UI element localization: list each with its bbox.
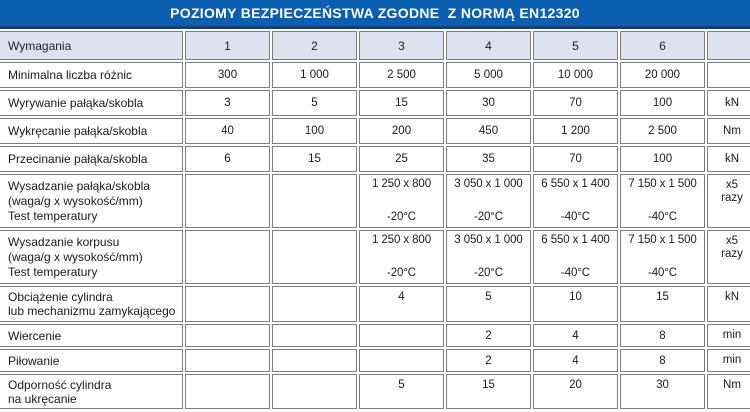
row-label: Odporność cylindra [8, 378, 112, 392]
value: 8 [659, 329, 666, 342]
value: 30 [482, 97, 495, 109]
value: 15 [656, 291, 669, 303]
row-label-cell [0, 62, 183, 88]
value-cell [272, 174, 357, 228]
unit: x5 [725, 179, 739, 191]
value-cell [533, 349, 618, 372]
value-cell [272, 62, 357, 88]
value: 4 [398, 291, 405, 303]
row-label: Minimalna liczba różnic [8, 68, 133, 82]
value-cell [620, 62, 705, 88]
table-row-wysadzanie-korpusu [0, 230, 750, 284]
value-cell [446, 374, 531, 409]
value-cell [272, 146, 357, 172]
value-cell [185, 90, 270, 116]
value-cell [359, 62, 444, 88]
row-label: Wiercenie [8, 328, 62, 343]
column-header-level-1: 1 [185, 31, 270, 60]
table-row-pilowanie [0, 349, 750, 372]
value-cell [533, 324, 618, 347]
value: 100 [652, 153, 673, 165]
value: 15 [308, 153, 321, 165]
table-row-przecinanie [0, 146, 750, 172]
unit-cell [707, 90, 750, 116]
value-cell [533, 146, 618, 172]
table-row-wyrywanie [0, 90, 750, 116]
value: 10 [569, 291, 582, 303]
value-cell [272, 349, 357, 372]
value-cell [185, 174, 270, 228]
row-label: Test temperatury [8, 264, 98, 279]
value-cell [533, 230, 618, 284]
unit: razy [721, 192, 743, 204]
row-label: (waga/g x wysokość/mm) [8, 193, 143, 208]
value-cell [533, 174, 618, 228]
value-cell [359, 146, 444, 172]
column-header-unit [707, 31, 750, 60]
value: 35 [482, 153, 495, 165]
value-cell [620, 174, 705, 228]
value: 2 [485, 329, 492, 342]
value-cell [185, 349, 270, 372]
value-cell [359, 118, 444, 144]
row-label: (waga/g x wysokość/mm) [8, 249, 143, 264]
value-cell [620, 90, 705, 116]
value: 2 500 [648, 125, 677, 137]
table-row-odpornosc-cylindra [0, 374, 750, 409]
row-label: Piłowanie [8, 353, 60, 368]
value-cell [446, 146, 531, 172]
value-cell [359, 324, 444, 347]
unit: Nm [723, 124, 741, 137]
value-cell [359, 374, 444, 409]
value: 7 150 x 1 500 [628, 177, 697, 190]
unit: kN [724, 152, 740, 165]
value-cell [185, 146, 270, 172]
value-cell [272, 230, 357, 284]
value: 100 [304, 125, 325, 137]
value-cell [185, 286, 270, 322]
value: 70 [569, 153, 582, 165]
value-cell [446, 62, 531, 88]
row-label: Wyrywanie pałąka/skobla [8, 96, 144, 110]
value: 3 050 x 1 000 [454, 233, 523, 246]
row-label-cell [0, 230, 183, 284]
row-label: Test temperatury [8, 208, 98, 223]
value: 40 [221, 125, 234, 137]
unit: min [722, 354, 742, 366]
unit-cell [707, 324, 750, 347]
unit-cell [707, 286, 750, 322]
value-cell [446, 118, 531, 144]
value-cell [620, 374, 705, 409]
value: 6 550 x 1 400 [541, 233, 610, 246]
value: 4 [572, 354, 579, 367]
row-label-cell [0, 146, 183, 172]
value-cell [446, 349, 531, 372]
column-header-wymagania: Wymagania [0, 31, 183, 60]
value-cell [272, 286, 357, 322]
value-cell [620, 146, 705, 172]
value: 450 [478, 125, 499, 137]
value-temp: -40°C [647, 210, 678, 223]
value: 70 [569, 97, 582, 109]
value-cell [272, 90, 357, 116]
unit-cell [707, 118, 750, 144]
table-row-wysadzanie-palaka [0, 174, 750, 228]
value-cell [359, 230, 444, 284]
value: 2 [485, 354, 492, 367]
unit: min [722, 329, 742, 341]
value: 200 [391, 125, 412, 137]
unit-cell [707, 374, 750, 409]
value-cell [359, 90, 444, 116]
value-cell [446, 174, 531, 228]
unit-cell [707, 349, 750, 372]
value-cell [359, 174, 444, 228]
value: 4 [572, 329, 579, 342]
page-title: POZIOMY BEZPIECZEŃSTWA ZGODNE Z NORMĄ EN12320 [0, 0, 750, 29]
unit-cell [707, 62, 750, 88]
value: 20 [569, 379, 582, 391]
unit: x5 [725, 235, 739, 247]
value-cell [533, 62, 618, 88]
value-cell [446, 230, 531, 284]
row-label-cell [0, 286, 183, 322]
value-temp: -40°C [560, 210, 591, 223]
unit: Nm [723, 379, 741, 391]
table-row-minimalna-liczba-roznic [0, 62, 750, 88]
column-header-level-4: 4 [446, 31, 531, 60]
row-label-cell [0, 324, 183, 347]
value-cell [533, 90, 618, 116]
value-temp: -40°C [647, 266, 678, 279]
column-header-level-6: 6 [620, 31, 705, 60]
unit: razy [721, 248, 743, 260]
value: 100 [652, 97, 673, 109]
row-label-cell [0, 118, 183, 144]
value-temp: -20°C [473, 266, 504, 279]
value: 5 [311, 97, 318, 109]
value: 30 [656, 379, 669, 391]
value: 10 000 [557, 69, 594, 81]
value-cell [359, 286, 444, 322]
value: 20 000 [644, 69, 681, 81]
value: 1 200 [561, 125, 590, 137]
table-row-wykrecanie [0, 118, 750, 144]
value: 5 [485, 291, 492, 303]
value-cell [446, 324, 531, 347]
row-label: Obciążenie cylindra [8, 290, 113, 304]
value-cell [620, 349, 705, 372]
row-label: Wykręcanie pałąka/skobla [8, 124, 148, 138]
value: 2 500 [387, 69, 416, 81]
value: 7 150 x 1 500 [628, 233, 697, 246]
value-cell [533, 286, 618, 322]
value: 1 000 [300, 69, 329, 81]
value-cell [620, 118, 705, 144]
value-temp: -20°C [386, 210, 417, 223]
value-cell [272, 324, 357, 347]
unit: kN [724, 96, 740, 109]
unit: kN [724, 291, 740, 303]
value: 1 250 x 800 [371, 177, 431, 190]
value: 8 [659, 354, 666, 367]
value-cell [185, 324, 270, 347]
unit-cell [707, 174, 750, 228]
value: 5 000 [474, 69, 503, 81]
table-row-wiercenie [0, 324, 750, 347]
row-label: Wysadzanie pałąka/skobla [8, 178, 150, 193]
value-cell [620, 324, 705, 347]
value-cell [185, 374, 270, 409]
column-header-level-2: 2 [272, 31, 357, 60]
value-temp: -40°C [560, 266, 591, 279]
value-cell [446, 286, 531, 322]
row-label: Wysadzanie korpusu [8, 234, 120, 249]
value: 25 [395, 153, 408, 165]
value: 15 [395, 97, 408, 109]
value: 6 [224, 153, 231, 165]
value: 5 [398, 379, 405, 391]
value: 3 050 x 1 000 [454, 177, 523, 190]
row-label-cell [0, 349, 183, 372]
unit-cell [707, 146, 750, 172]
row-label: Przecinanie pałąka/skobla [8, 152, 148, 166]
unit-cell [707, 230, 750, 284]
value-cell [359, 349, 444, 372]
row-label: na ukręcanie [8, 392, 77, 406]
value: 6 550 x 1 400 [541, 177, 610, 190]
table-row-obciazenie-cylindra [0, 286, 750, 322]
value: 1 250 x 800 [371, 233, 431, 246]
value: 3 [224, 97, 231, 109]
row-label-cell [0, 374, 183, 409]
column-header-level-5: 5 [533, 31, 618, 60]
value-cell [185, 118, 270, 144]
value-cell [185, 230, 270, 284]
value-temp: -20°C [473, 210, 504, 223]
value-cell [446, 90, 531, 116]
value-temp: -20°C [386, 266, 417, 279]
row-label-cell [0, 90, 183, 116]
row-label: lub mechanizmu zamykającego [8, 304, 176, 318]
value-cell [533, 374, 618, 409]
security-levels-table [0, 29, 750, 411]
column-header-row [0, 31, 750, 60]
value-cell [620, 286, 705, 322]
value-cell [620, 230, 705, 284]
value: 15 [482, 379, 495, 391]
value: 300 [217, 69, 238, 81]
value-cell [185, 62, 270, 88]
row-label-cell [0, 174, 183, 228]
value-cell [272, 374, 357, 409]
value-cell [533, 118, 618, 144]
column-header-level-3: 3 [359, 31, 444, 60]
value-cell [272, 118, 357, 144]
